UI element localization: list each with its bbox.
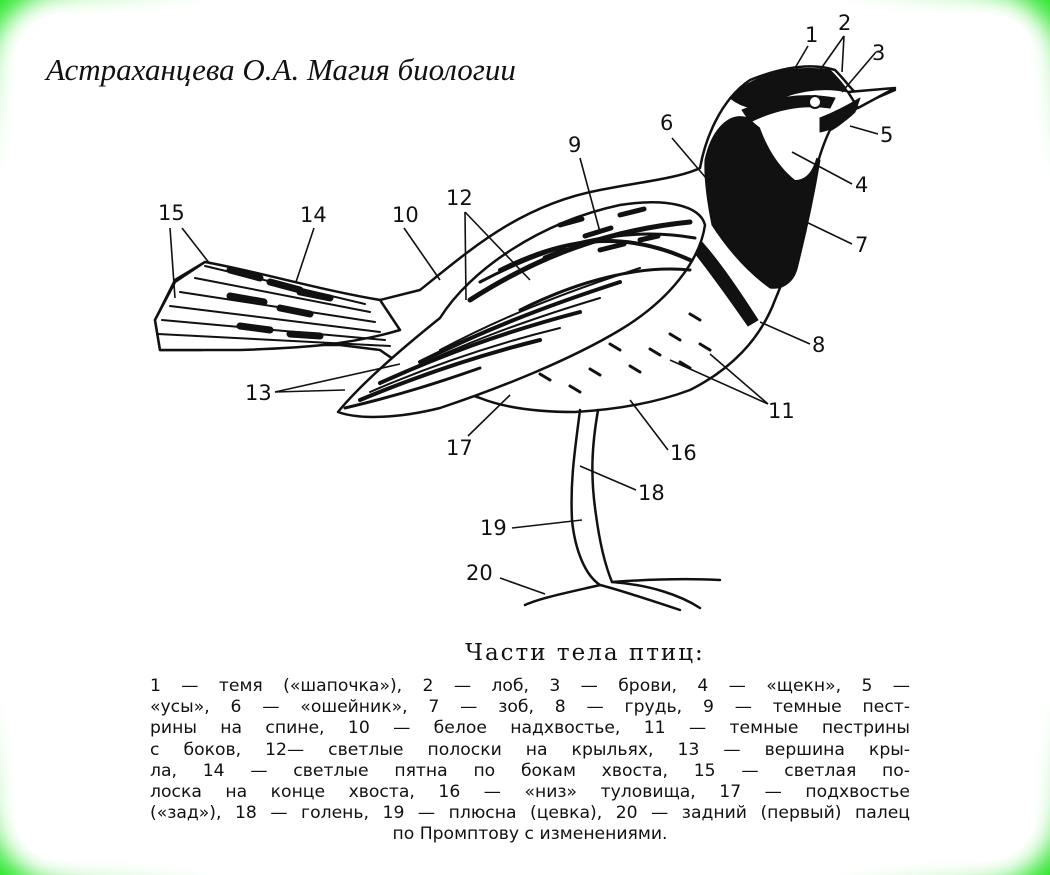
label-15: 15 [158, 201, 185, 225]
bird-illustration [155, 66, 895, 610]
caption-line: («зад»), 18 — голень, 19 — плюсна (цевка), 20 — задний (первый) палец [150, 803, 910, 824]
caption-line: ла, 14 — светлые пятна по бокам хвоста, 15 — светлая по- [150, 760, 910, 781]
caption-line: лоска на конце хвоста, 16 — «низ» туловища, 17 — подхвостье [150, 782, 910, 803]
label-6: 6 [660, 111, 674, 135]
caption-line: 1 — темя («шапочка»), 2 — лоб, 3 — брови, 4 — «щекн», 5 — [150, 676, 910, 696]
label-5: 5 [880, 123, 894, 147]
label-10: 10 [392, 203, 419, 227]
label-17: 17 [446, 436, 473, 460]
label-12: 12 [446, 186, 473, 210]
foot [525, 579, 720, 610]
label-16: 16 [670, 441, 697, 465]
label-3: 3 [872, 41, 886, 65]
label-9: 9 [568, 133, 582, 157]
label-4: 4 [855, 173, 869, 197]
label-2: 2 [838, 11, 852, 35]
caption-line: рины на спине, 10 — белое надхвостье, 11 — темные пестрины [150, 718, 910, 739]
eye [809, 96, 821, 108]
leg [572, 410, 612, 585]
label-1: 1 [805, 23, 819, 47]
caption-line: по Промптову с изменениями. [392, 824, 668, 845]
label-8: 8 [812, 333, 826, 357]
label-14: 14 [300, 203, 327, 227]
author-title: Астраханцева О.А. Магия биологии [46, 52, 516, 87]
label-19: 19 [480, 516, 507, 540]
caption-line: с боков, 12— светлые полоски на крыльях, 13 — вершина кры- [150, 739, 910, 760]
label-18: 18 [638, 481, 665, 505]
label-13: 13 [245, 381, 272, 405]
caption-text [150, 676, 910, 846]
label-7: 7 [855, 233, 869, 257]
caption-line: «усы», 6 — «ошейник», 7 — зоб, 8 — грудь, 9 — темные пест- [150, 697, 910, 718]
label-11: 11 [768, 399, 795, 423]
label-20: 20 [466, 561, 493, 585]
caption-title: Части тела птиц: [465, 640, 705, 666]
